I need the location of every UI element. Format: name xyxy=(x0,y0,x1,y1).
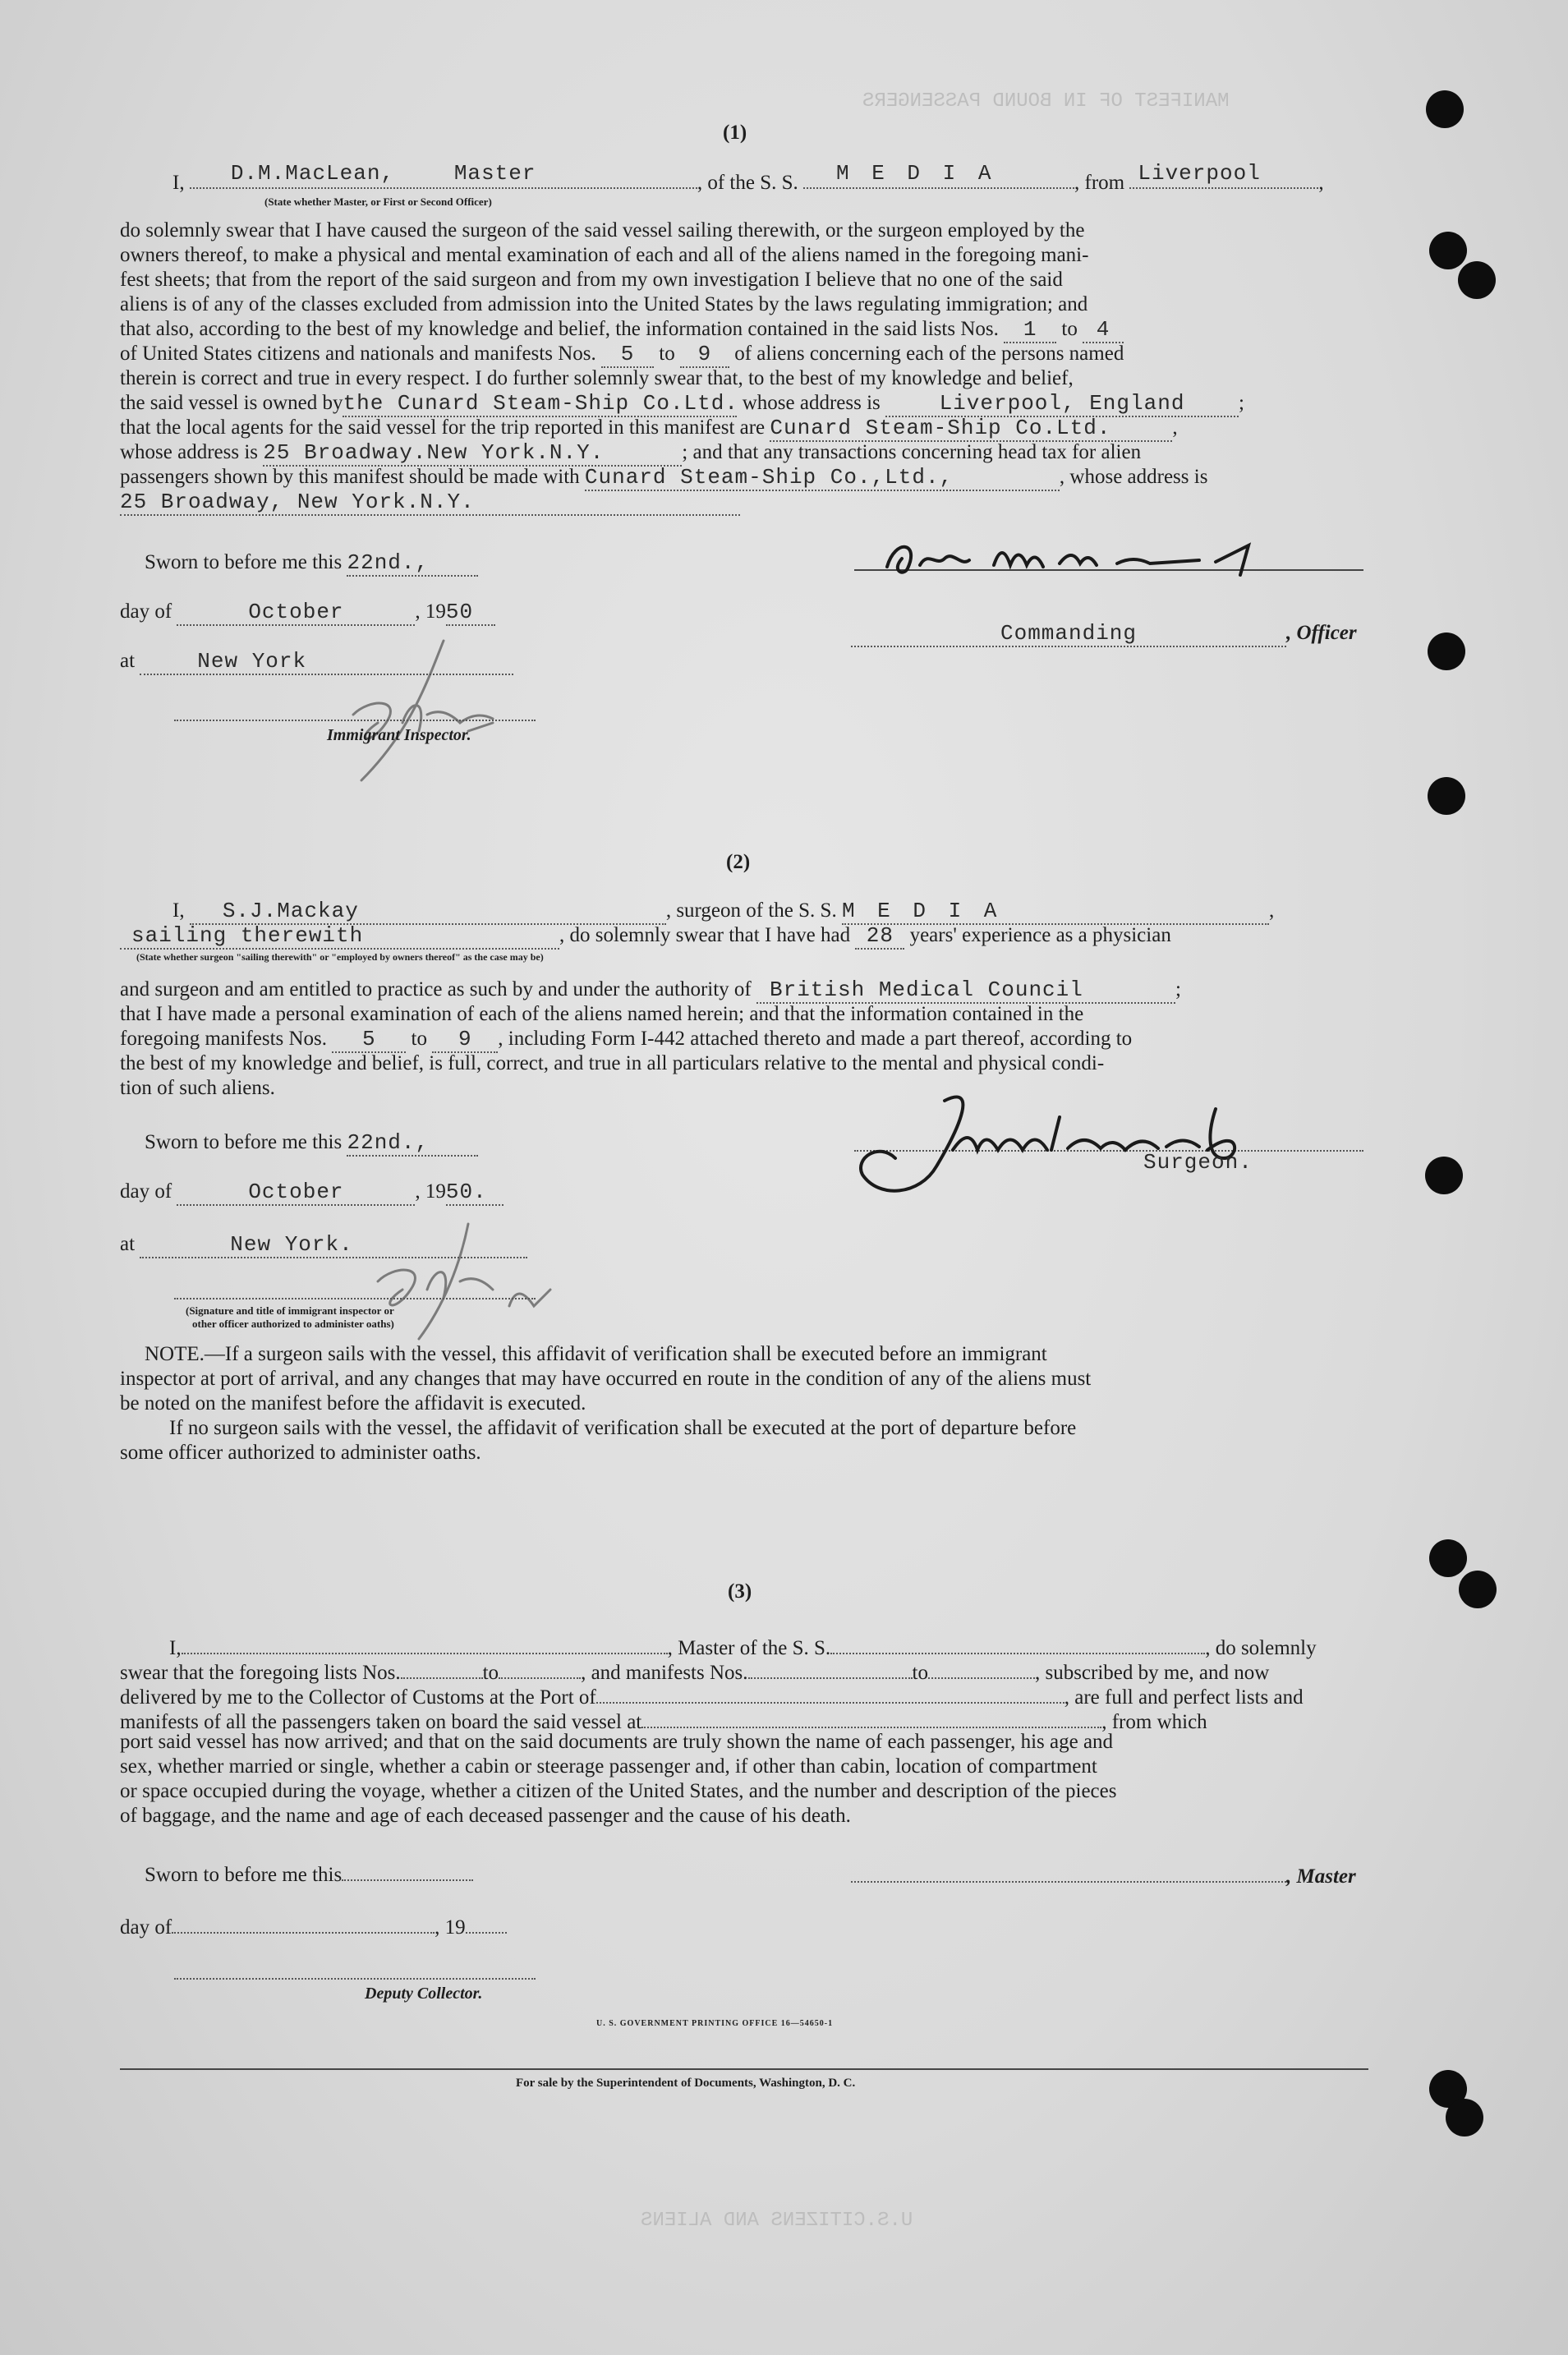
s1-vessel-line xyxy=(803,161,1074,189)
s2-line-2: sailing therewith , do solemnly swear that I have had 28 years' experience as a physician xyxy=(120,923,1171,950)
s1-para-line: that the local agents for the said vessel for the trip reported in this manifest are Cunard Steam-Ship Co.Ltd. , xyxy=(120,416,1178,440)
years-experience: 28 xyxy=(855,923,904,950)
s1-para-line: owners thereof, to make a physical and mental examination of each and all of the aliens named in the foregoing mani- xyxy=(120,244,1089,266)
s1-para-line: fest sheets; that from the report of the said surgeon and from my own investigation I believe that no one of the said xyxy=(120,269,1063,291)
s2-at-line: at New York. xyxy=(120,1232,527,1258)
manifest-from: 5 xyxy=(601,342,654,368)
commanding-line xyxy=(851,621,1357,647)
officer-label: , Officer xyxy=(1286,622,1357,644)
s1-para-line: do solemnly swear that I have caused the surgeon of the said vessel sailing therewith, or the surgeon employed by the xyxy=(120,219,1085,241)
s3-master-sig-blank xyxy=(851,1860,1286,1883)
s3-list-to-blank xyxy=(499,1656,581,1679)
s2-para-line: and surgeon and am entitled to practice as such by and under the authority of British Medical Council ; xyxy=(120,977,1181,1002)
s1-sworn-line: Sworn to before me this 22nd., xyxy=(145,550,478,577)
s1-of-ss-label: , of the S. S. xyxy=(697,172,798,194)
s1-place: New York xyxy=(140,649,513,675)
punch-hole xyxy=(1459,1571,1497,1608)
s2-month: October xyxy=(177,1180,415,1206)
headtax-address: 25 Broadway, New York.N.Y. xyxy=(120,490,740,516)
s2-para-line: tion of such aliens. xyxy=(120,1077,275,1099)
s3-line: manifests of all the passengers taken on board the said vessel at , from which xyxy=(120,1705,1207,1735)
vessel-name: M E D I A xyxy=(836,161,996,186)
agents-address: 25 Broadway.New York.N.Y. xyxy=(263,440,682,467)
s3-line: port said vessel has now arrived; and that on the said documents are truly shown the name of each passenger, his age and xyxy=(120,1731,1114,1753)
s2-sworn-date: 22nd., xyxy=(347,1130,478,1157)
s2-state-note: (State whether surgeon "sailing therewith" or "employed by owners thereof" as the case may be) xyxy=(136,951,544,963)
bleed-through-text: MANIFEST OF IN BOUND PASSENGERS xyxy=(862,90,1230,113)
medical-authority: British Medical Council xyxy=(756,977,1175,1004)
s2-manifest-to: 9 xyxy=(432,1027,498,1053)
section-2-number: (2) xyxy=(726,851,751,873)
punch-hole xyxy=(1446,2099,1483,2137)
s3-dayof-line: day of , 19 xyxy=(120,1911,507,1940)
punch-hole xyxy=(1458,261,1496,299)
master-signature xyxy=(871,534,1298,583)
s3-list-from-blank xyxy=(401,1656,483,1679)
s3-taken-at-blank xyxy=(641,1705,1101,1728)
s2-year: 50. xyxy=(446,1180,504,1206)
s2-place: New York. xyxy=(140,1232,527,1258)
punch-hole xyxy=(1429,232,1467,269)
s3-port-blank xyxy=(596,1681,1064,1704)
owner-address: Liverpool, England xyxy=(885,391,1239,417)
sale-notice: For sale by the Superintendent of Documents, Washington, D. C. xyxy=(516,2077,856,2090)
s1-master-line xyxy=(190,161,697,189)
s2-vessel-name: M E D I A xyxy=(842,899,1269,925)
punch-hole xyxy=(1428,632,1465,670)
punch-hole xyxy=(1425,1157,1463,1194)
inspector-signature xyxy=(304,632,550,789)
s1-at-line: at New York xyxy=(120,649,513,675)
s2-sig-note-1: (Signature and title of immigrant inspector or xyxy=(186,1304,394,1317)
s1-line-1: I, D.M.MacLean, Master , of the S. S. M E D I A , from Liverpool , xyxy=(172,161,1324,194)
sailing-therewith: sailing therewith xyxy=(120,923,559,950)
surgeon-signature xyxy=(846,1076,1306,1207)
s3-line: swear that the foregoing lists Nos. to , and manifests Nos. to , subscribed by me, and now xyxy=(120,1656,1269,1686)
s3-line: or space occupied during the voyage, whether a citizen of the United States, and the number and description of the pieces xyxy=(120,1780,1117,1802)
s1-para-line: whose address is 25 Broadway.New York.N.Y. ; and that any transactions concerning head tax for alien xyxy=(120,440,1142,465)
s3-sworn-line: Sworn to before me this xyxy=(145,1858,473,1888)
s3-month-blank xyxy=(172,1911,435,1934)
s3-master-label: , Master xyxy=(1286,1865,1356,1888)
section-1-number: (1) xyxy=(723,122,747,144)
s2-sig-note-2: other officer authorized to administer oaths) xyxy=(192,1318,394,1330)
manifest-to: 9 xyxy=(680,342,729,368)
s3-line: delivered by me to the Collector of Customs at the Port of , are full and perfect lists and xyxy=(120,1681,1304,1710)
s1-year: 50 xyxy=(446,600,495,626)
gpo-imprint: U. S. GOVERNMENT PRINTING OFFICE 16—54650-1 xyxy=(596,2019,834,2028)
s3-man-from-blank xyxy=(748,1656,913,1679)
s2-inspector-line xyxy=(174,1298,536,1299)
note-line: be noted on the manifest before the affidavit is executed. xyxy=(120,1392,586,1414)
local-agents: Cunard Steam-Ship Co.Ltd. xyxy=(770,416,1172,442)
s3-master-line xyxy=(851,1860,1356,1889)
s1-port-line xyxy=(1129,161,1318,189)
punch-hole xyxy=(1428,777,1465,815)
s1-para-line: passengers shown by this manifest should be made with Cunard Steam-Ship Co.,Ltd., , whose address is xyxy=(120,465,1208,490)
list-to: 4 xyxy=(1083,317,1124,343)
s2-para-line: foregoing manifests Nos. 5 to 9 , including Form I-442 attached thereto and made a part thereof, according to xyxy=(120,1027,1133,1051)
collector-label: Deputy Collector. xyxy=(365,1985,483,2003)
s1-from-label: , from xyxy=(1074,172,1125,194)
s3-line: of baggage, and the name and age of each deceased passenger and the cause of his death. xyxy=(120,1805,851,1827)
note-line: some officer authorized to administer oaths. xyxy=(120,1442,481,1464)
s1-i-label: I, xyxy=(172,172,185,194)
collector-signature-line xyxy=(174,1978,536,1980)
port-from: Liverpool xyxy=(1138,161,1261,186)
s1-para-line: the said vessel is owned bythe Cunard Steam-Ship Co.Ltd. whose address is Liverpool, England ; xyxy=(120,391,1244,416)
surgeon-label: Surgeon. xyxy=(1143,1150,1253,1175)
s1-state-note: (State whether Master, or First or Second Officer) xyxy=(264,195,492,208)
s1-para-line: aliens is of any of the classes excluded from admission into the United States by the laws regulating immigration; and xyxy=(120,293,1088,315)
s3-line: I, , Master of the S. S. , do solemnly xyxy=(169,1631,1317,1661)
headtax-agent: Cunard Steam-Ship Co.,Ltd., xyxy=(585,465,1060,491)
s2-line-1: I, S.J.Mackay , surgeon of the S. S. M E D I A , xyxy=(172,899,1275,923)
punch-hole xyxy=(1429,1539,1467,1577)
s1-dayof-line: day of October , 1950 xyxy=(120,600,495,626)
s1-sworn-date: 22nd., xyxy=(347,550,478,577)
s2-manifest-from: 5 xyxy=(332,1027,406,1053)
s2-para-line: that I have made a personal examination of each of the aliens named herein; and that the information contained in the xyxy=(120,1003,1084,1025)
s3-sworn-blank xyxy=(342,1858,473,1881)
note-line: NOTE.—If a surgeon sails with the vessel, this affidavit of verification shall be executed before an immigrant xyxy=(145,1343,1047,1365)
punch-hole xyxy=(1426,90,1464,128)
note-line: inspector at port of arrival, and any changes that may have occurred en route in the condition of any of the aliens must xyxy=(120,1368,1092,1390)
s3-year-blank xyxy=(466,1911,507,1934)
s3-master-blank xyxy=(182,1631,668,1654)
s1-para-line xyxy=(120,490,740,516)
surgeon-name: S.J.Mackay xyxy=(190,899,666,925)
s3-man-to-blank xyxy=(928,1656,1035,1679)
section-3-number: (3) xyxy=(728,1580,752,1603)
s3-line: sex, whether married or single, whether a cabin or steerage passenger and, if other than cabin, location of compartment xyxy=(120,1755,1097,1778)
master-name: D.M.MacLean, xyxy=(230,161,395,186)
s1-month: October xyxy=(177,600,415,626)
vessel-owner: the Cunard Steam-Ship Co.Ltd. xyxy=(343,391,738,416)
s1-para-line: that also, according to the best of my knowledge and belief, the information contained in the said lists Nos. 1 to 4 xyxy=(120,317,1124,343)
inspector-label: Immigrant Inspector. xyxy=(327,726,471,744)
s1-para-line: of United States citizens and nationals and manifests Nos. 5 to 9 of aliens concerning each of the persons named xyxy=(120,342,1124,366)
note-line: If no surgeon sails with the vessel, the affidavit of verification shall be executed at the port of departure before xyxy=(169,1417,1077,1439)
master-title: Master xyxy=(453,161,536,186)
s2-dayof-line: day of October , 1950. xyxy=(120,1180,504,1206)
footer-rule xyxy=(120,2068,1368,2070)
s2-sworn-line: Sworn to before me this 22nd., xyxy=(145,1130,478,1157)
bleed-through-text: U.S.CITIZENS AND ALIENS xyxy=(641,2210,913,2232)
list-from: 1 xyxy=(1004,317,1056,343)
s3-vessel-blank xyxy=(830,1631,1205,1654)
s2-para-line: the best of my knowledge and belief, is full, correct, and true in all particulars relative to the mental and physical condi- xyxy=(120,1052,1105,1074)
s1-para-line: therein is correct and true in every respect. I do further solemnly swear that, to the best of my knowledge and belief, xyxy=(120,367,1074,389)
commanding-title: Commanding xyxy=(851,621,1286,647)
